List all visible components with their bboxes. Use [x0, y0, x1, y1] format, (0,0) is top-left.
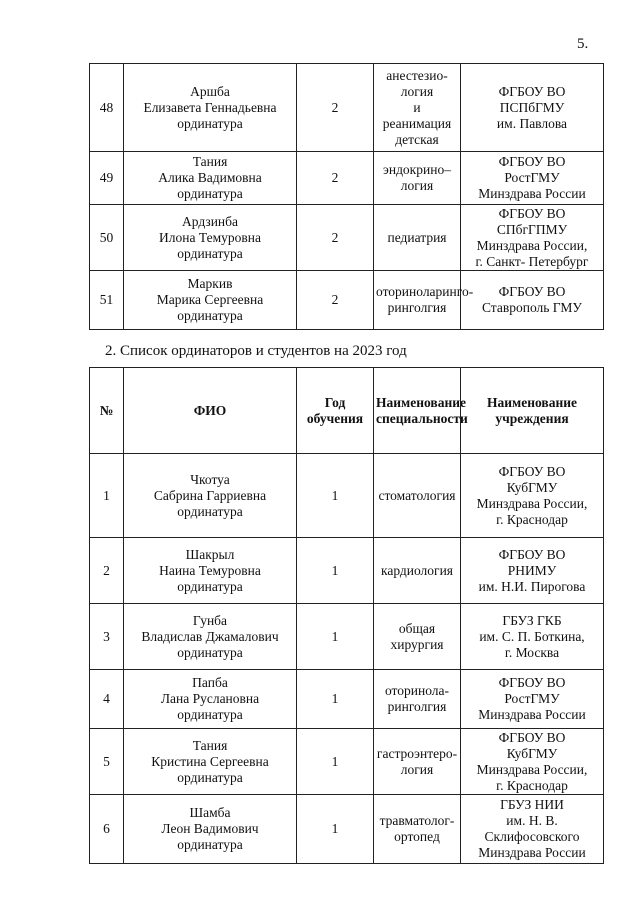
- cell-specialty: [374, 604, 461, 670]
- cell-specialty: [374, 538, 461, 604]
- table-row: [90, 670, 604, 729]
- cell-specialty-line: травматолог-: [379, 813, 455, 828]
- cell-fio-line: Елизавета Геннадьевна: [143, 99, 277, 115]
- cell-number: 4: [90, 670, 124, 729]
- cell-institution: [461, 795, 604, 864]
- cell-number: 48: [90, 64, 124, 152]
- cell-fio-line: Наина Темуровна: [159, 562, 261, 578]
- cell-institution-line: им. Павлова: [496, 115, 568, 131]
- cell-specialty-line: гастроэнтеро-: [376, 745, 458, 761]
- cell-specialty: [374, 795, 461, 864]
- cell-institution-line: им. С. П. Боткина,: [479, 628, 585, 644]
- cell-year: 1: [297, 795, 374, 864]
- cell-institution: [461, 729, 604, 795]
- cell-institution-line: ФГБОУ ВО: [498, 284, 566, 299]
- table-row: [90, 205, 604, 271]
- cell-year: 2: [297, 152, 374, 205]
- cell-specialty-line: детская: [395, 131, 439, 147]
- cell-specialty-line: анестезио-: [386, 67, 448, 83]
- cell-institution-line: г. Москва: [504, 644, 560, 660]
- cell-fio-line: Лана Руслановна: [160, 691, 260, 706]
- cell-institution-line: Минздрава России,: [476, 761, 588, 777]
- cell-fio: [124, 538, 297, 604]
- cell-specialty-line: и: [413, 99, 421, 115]
- cell-specialty-line: ортопед: [394, 829, 440, 844]
- cell-number: 51: [90, 271, 124, 330]
- cell-specialty: [374, 729, 461, 795]
- cell-fio-line: Шакрыл: [185, 546, 235, 562]
- header-spec-line: Наименование: [376, 394, 466, 410]
- cell-fio: [124, 64, 297, 152]
- cell-specialty: [374, 205, 461, 271]
- table-row: [90, 64, 604, 152]
- header-inst-line: учреждения: [495, 410, 569, 426]
- cell-fio-line: Чкотуа: [190, 471, 230, 487]
- cell-fio: [124, 271, 297, 330]
- cell-institution: [461, 271, 604, 330]
- cell-institution-line: СПбгГПМУ: [496, 221, 568, 237]
- cell-institution-line: Минздрава России: [478, 186, 586, 201]
- cell-institution-line: ФГБОУ ВО: [498, 729, 566, 745]
- cell-year: 1: [297, 729, 374, 795]
- cell-institution-line: КубГМУ: [506, 479, 558, 495]
- cell-number: 2: [90, 538, 124, 604]
- cell-institution-line: им. Н.И. Пирогова: [478, 578, 586, 594]
- cell-specialty-line: ринголгия: [387, 699, 447, 714]
- cell-specialty-line: реанимация: [382, 115, 452, 131]
- table-row: [90, 795, 604, 864]
- cell-institution-line: ФГБОУ ВО: [498, 83, 566, 99]
- cell-fio-line: Шамба: [189, 805, 231, 820]
- cell-fio-line: ординатура: [177, 578, 243, 594]
- cell-institution-line: Ставрополь ГМУ: [481, 300, 582, 315]
- cell-specialty-line: эндокрино–: [383, 162, 451, 177]
- cell-fio-line: Аршба: [190, 83, 230, 99]
- cell-institution-line: г. Краснодар: [496, 777, 568, 793]
- cell-number: 3: [90, 604, 124, 670]
- table-residents-continued: [89, 63, 604, 330]
- cell-fio: [124, 604, 297, 670]
- cell-specialty-line: педиатрия: [387, 229, 447, 245]
- cell-specialty: [374, 454, 461, 538]
- cell-year: 1: [297, 538, 374, 604]
- cell-institution: [461, 670, 604, 729]
- cell-specialty-line: кардиология: [380, 562, 454, 578]
- cell-institution-line: Минздрава России,: [476, 237, 588, 253]
- section-title: 2. Список ординаторов и студентов на 2023 год: [105, 343, 407, 359]
- cell-specialty: [374, 64, 461, 152]
- cell-fio-line: Тания: [192, 737, 228, 753]
- cell-institution: [461, 64, 604, 152]
- cell-fio-line: Кристина Сергеевна: [151, 753, 269, 769]
- cell-specialty: [374, 670, 461, 729]
- cell-fio-line: Илона Темуровна: [159, 229, 261, 245]
- cell-fio: [124, 795, 297, 864]
- cell-specialty-line: хирургия: [390, 636, 444, 652]
- cell-number: 49: [90, 152, 124, 205]
- cell-institution-line: ФГБОУ ВО: [498, 154, 566, 169]
- cell-institution-line: г. Краснодар: [496, 511, 568, 527]
- cell-fio-line: Леон Вадимович: [161, 821, 259, 836]
- header-inst-line: Наименование: [487, 394, 577, 410]
- cell-year: 2: [297, 205, 374, 271]
- cell-institution-line: Минздрава России: [478, 707, 586, 722]
- cell-specialty: [374, 271, 474, 330]
- cell-institution: [461, 205, 604, 271]
- cell-institution-line: ФГБОУ ВО: [498, 463, 566, 479]
- cell-institution-line: РНИМУ: [507, 562, 557, 578]
- page-number: 5.: [577, 36, 589, 52]
- cell-fio-line: Маркив: [187, 276, 233, 291]
- cell-specialty-line: логия: [400, 761, 434, 777]
- cell-institution-line: Склифосовского: [484, 829, 580, 844]
- cell-institution-line: им. Н. В.: [506, 813, 558, 828]
- cell-institution: [461, 454, 604, 538]
- table-row: [90, 729, 604, 795]
- cell-specialty-line: стоматология: [378, 487, 456, 503]
- cell-institution-line: КубГМУ: [506, 745, 558, 761]
- cell-fio-line: Сабрина Гарриевна: [153, 487, 267, 503]
- cell-specialty: [374, 152, 461, 205]
- cell-fio: [124, 729, 297, 795]
- cell-year: 2: [297, 271, 374, 330]
- cell-institution: [461, 604, 604, 670]
- cell-fio-line: ординатура: [177, 707, 243, 722]
- cell-number: 1: [90, 454, 124, 538]
- header-year-line: обучения: [306, 410, 364, 426]
- cell-fio-line: Тания: [192, 154, 228, 169]
- header-year: [297, 368, 374, 454]
- cell-fio-line: ординатура: [177, 769, 243, 785]
- cell-specialty-line: оториноларинго-: [376, 284, 474, 299]
- cell-fio-line: Марика Сергеевна: [156, 292, 264, 307]
- cell-number: 50: [90, 205, 124, 271]
- cell-specialty-line: общая: [398, 620, 436, 636]
- table-residents-2023: [89, 367, 604, 864]
- cell-fio-line: ординатура: [177, 245, 243, 261]
- cell-fio-line: ординатура: [177, 644, 243, 660]
- header-year-line: Год: [324, 394, 346, 410]
- cell-year: 1: [297, 604, 374, 670]
- cell-fio-line: Владислав Джамалович: [141, 628, 279, 644]
- cell-institution-line: г. Санкт- Петербург: [475, 253, 589, 269]
- table-header-row: [90, 368, 604, 454]
- cell-institution-line: ПСПбГМУ: [499, 99, 565, 115]
- cell-institution-line: ГБУЗ ГКБ: [502, 612, 562, 628]
- cell-fio: [124, 205, 297, 271]
- table-row: [90, 152, 604, 205]
- cell-institution-line: ФГБОУ ВО: [498, 205, 566, 221]
- header-fio: ФИО: [124, 368, 297, 454]
- header-spec: [374, 368, 468, 454]
- cell-fio: [124, 454, 297, 538]
- cell-institution-line: ГБУЗ НИИ: [500, 797, 564, 812]
- header-inst: [461, 368, 604, 454]
- cell-fio-line: Гунба: [192, 612, 228, 628]
- cell-fio-line: ординатура: [177, 308, 243, 323]
- cell-fio-line: Ардзинба: [182, 213, 238, 229]
- cell-fio-line: ординатура: [177, 503, 243, 519]
- table-row: [90, 604, 604, 670]
- cell-institution-line: Минздрава России: [478, 845, 586, 860]
- table-row: [90, 271, 604, 330]
- cell-fio-line: Алика Вадимовна: [158, 170, 262, 185]
- table-row: [90, 454, 604, 538]
- cell-number: 5: [90, 729, 124, 795]
- cell-institution: [461, 538, 604, 604]
- cell-fio-line: ординатура: [177, 115, 243, 131]
- cell-specialty-line: логия: [400, 83, 434, 99]
- cell-institution-line: ФГБОУ ВО: [498, 675, 566, 690]
- cell-institution-line: ФГБОУ ВО: [498, 546, 566, 562]
- cell-fio-line: Папба: [192, 675, 228, 690]
- cell-specialty-line: ринголгия: [387, 300, 447, 315]
- header-spec-line: специальности: [376, 410, 468, 426]
- cell-specialty-line: оторинола-: [384, 683, 450, 698]
- cell-institution-line: Минздрава России,: [476, 495, 588, 511]
- header-num: №: [90, 368, 124, 454]
- cell-institution-line: РостГМУ: [504, 170, 560, 185]
- cell-year: 2: [297, 64, 374, 152]
- cell-specialty-line: логия: [400, 178, 434, 193]
- cell-year: 1: [297, 454, 374, 538]
- cell-number: 6: [90, 795, 124, 864]
- cell-year: 1: [297, 670, 374, 729]
- table-row: [90, 538, 604, 604]
- cell-fio-line: ординатура: [177, 837, 243, 852]
- cell-fio: [124, 670, 297, 729]
- cell-fio: [124, 152, 297, 205]
- cell-institution: [461, 152, 604, 205]
- cell-fio-line: ординатура: [177, 186, 243, 201]
- cell-institution-line: РостГМУ: [504, 691, 560, 706]
